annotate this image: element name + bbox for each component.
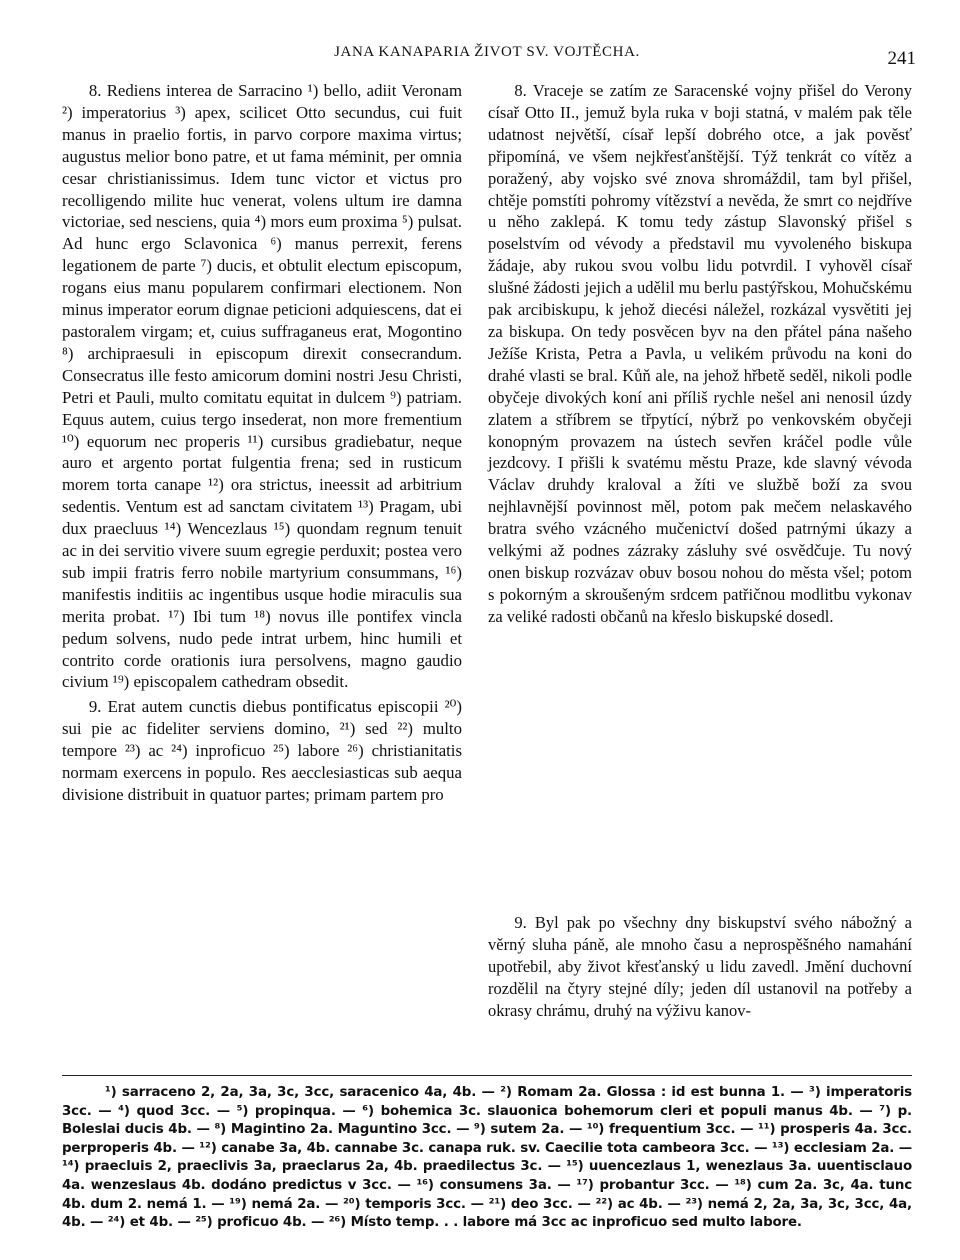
- footnotes: [62, 1084, 912, 1233]
- latin-paragraph-9: 9. Erat autem cunctis diebus pontificatus episcopii ²⁰) sui pie ac fideliter serviens domino, ²¹) sed ²²) multo tempore ²³) ac ²⁴) inproficuo ²⁵) labore ²⁶) christianitatis normam exercens in populo. Res aecclesiasticas sub aequa divisione distribuit in quatuor partes; primam partem pro: [62, 697, 462, 804]
- latin-paragraph-8: 8. Rediens interea de Sarracino ¹) bello, adiit Veronam ²) imperatorius ³) apex, scilicet Otto secundus, cui fuit manus in praelio fortis, in parvo corpore maxima virtus; augustus melior bono patre, et ut fama méminit, per omnia cesar christianissimus. Idem tunc victor et victus pro recolligendo milite huc venerat, volens ultum ire damna victoriae, sed nesciens, quia ⁴) mors eum proxima ⁵) pulsat. Ad hunc ergo Sclavonica ⁶) manus perrexit, ferens legationem de parte ⁷) ducis, et obtulit electum episcopum, rogans eius manu popularem confirmari electionem. Non minus imperator eorum dignae peticioni adquiescens, dat ei pastoralem virgam; et, cuius suffraganeus erat, Mogontino ⁸) archipraesuli in episcopum direxit consecrandum. Consecratus ille festo amicorum domini nostri Jesu Christi, Petri et Pauli, multo comitatu equitat in dulcem ⁹) patriam. Equus autem, cuius tergo insederat, non more frementium ¹⁰) equorum nec properis ¹¹) cursibus gradiebatur, neque auro et argento portat fulgentia frena; sed in rusticum morem torta canape ¹²) ora strictus, ineessit ad arbitrium sedentis. Ventum est ad sanctam civitatem ¹³) Pragam, ubi dux praecluus ¹⁴) Wencezlaus ¹⁵) quondam regnum tenuit ac in dei servitio vivere suum egregie perduxit; postea vero sub impii fratris ferro nobile martyrium consummans, ¹⁶) manifestis inditiis ac ingentibus usque hodie miraculis sua merita probat. ¹⁷) Ibi tum ¹⁸) novus ille pontifex vincla pedum solvens, nudo pede intrat urbem, hinc humili et contrito corde orationis iura persolvens, magno gaudio civium ¹⁹) episcopalem cathedram obsedit.: [62, 81, 462, 692]
- footnote-text: ¹) sarraceno 2, 2a, 3a, 3c, 3cc, saracenico 4a, 4b. — ²) Romam 2a. Glossa : id est bunna 1. — ³) imperatoris 3cc. — ⁴) quod 3cc. — ⁵) propinqua. — ⁶) bohemica 3c. slauonica bohemorum cleri et populi manus 4b. — ⁷) p. Boleslai ducis 4b. — ⁸) Magintino 2a. Maguntino 3cc. — ⁹) sutem 2a. — ¹⁰) frequentium 3cc. — ¹¹) prosperis 4a. 3cc. perproperis 4b. — ¹²) canabe 3a, 4b. cannabe 3c. canapa ruk. sv. Caecilie tota cambeora 3cc. — ¹³) ecclesiam 2a. — ¹⁴) praecluis 2, praeclivis 3a, praeclarus 2a, 4b. praedilectus 3c. — ¹⁵) uuencezlaus 1, wenezlaus 3a. uuentisclauo 4a. wenzeslaus 4b. dodáno predictus v 3cc. — ¹⁶) consumens 3a. — ¹⁷) probantur 3cc. — ¹⁸) cum 2a. 3c, 4a. tunc 4b. dum 2. nemá 1. — ¹⁹) nemá 2a. — ²⁰) temporis 3cc. — ²¹) deo 3cc. — ²²) ac 4b. — ²³) nemá 2, 2a, 3a, 3c, 3cc, 4a, 4b. — ²⁴) et 4b. — ²⁵) proficuo 4b. — ²⁶) Místo temp. . . labore má 3cc ac inproficuo sed multo labore.: [62, 1085, 912, 1231]
- page-number: 241: [887, 48, 916, 69]
- footnote-rule: [62, 1075, 912, 1076]
- czech-column: [488, 80, 912, 1020]
- czech-paragraph-9: 9. Byl pak po všechny dny biskupství svého nábožný a věrný sluha páně, ale mnoho času a neprospěšného namahání upotřebil, aby život křesťanský u lidu zavedl. Jmění duchovní rozdělil na čtyry stejné díly; jeden díl ustanovil na potřeby a okrasy chrámu, druhý na výživu kanov-: [488, 913, 912, 1020]
- latin-column: [62, 80, 462, 806]
- page-header: [62, 44, 916, 80]
- book-page: [62, 44, 916, 1231]
- czech-paragraph-8: 8. Vraceje se zatím ze Saracenské vojny přišel do Verony císař Otto II., jemuž byla ruka v boji statná, v malém pak těle udatnost největší, císař lepší dobrého otce, a jak pověsť připomíná, ve všem nejkřesťanštější. Týž tenkrát co vítěz a poražený, aby vojsko své znova shromáždil, tam byl přišel, chtěje pomstíti pohromy vítězství a nevěda, že smrt co nejdříve u něho zaklepá. K tomu tedy zástup Slavonský přišel s poselstvím od vévody a představil mu vyvoleného biskupa žádaje, aby rukou svou volbu lidu potvrdil. I vyhověl císař slušné žádosti jejich a udělil mu berlu pastýřskou, Mohučskému pak arcibiskupu, k jehož diecési náležel, rozkázal vysvětiti jej za biskupa. On tedy posvěcen byv na den přátel pána našeho Ježíše Krista, Petra a Pavla, u velikém průvodu na koni do drahé vlasti se bral. Kůň ale, na jehož hřbetě seděl, nikoli podle obyčeje divokých koní ani příliš rychle nešel ani nenosil úzdy zlatem a stříbrem se třpytící, nýbrž po venkovském obyčeji konopným provazem na ústech sevřen kráčel podle vůle jezdcovy. I přišli k svatému městu Praze, kde slavný vévoda Václav druhdy kraloval a žíti ve službě boží za svou nejhlavnější povinnost měl, potom pak mečem nelaskavého bratra svého vzácného mučenictví došed patrnými úkazy a velkými až podnes zázraky zásluhy své osvědčuje. Tu nový onen biskup rozvázav obuv bosou nohou do města všel; potom s pokorným a skroušeným srdcem patřičnou modlitbu vykonav za veliké radosti občanů na křeslo biskupské dosedl.: [488, 81, 912, 626]
- text-columns: [62, 80, 912, 1032]
- running-head: JANA KANAPARIA ŽIVOT SV. VOJTĚCHA.: [334, 44, 640, 60]
